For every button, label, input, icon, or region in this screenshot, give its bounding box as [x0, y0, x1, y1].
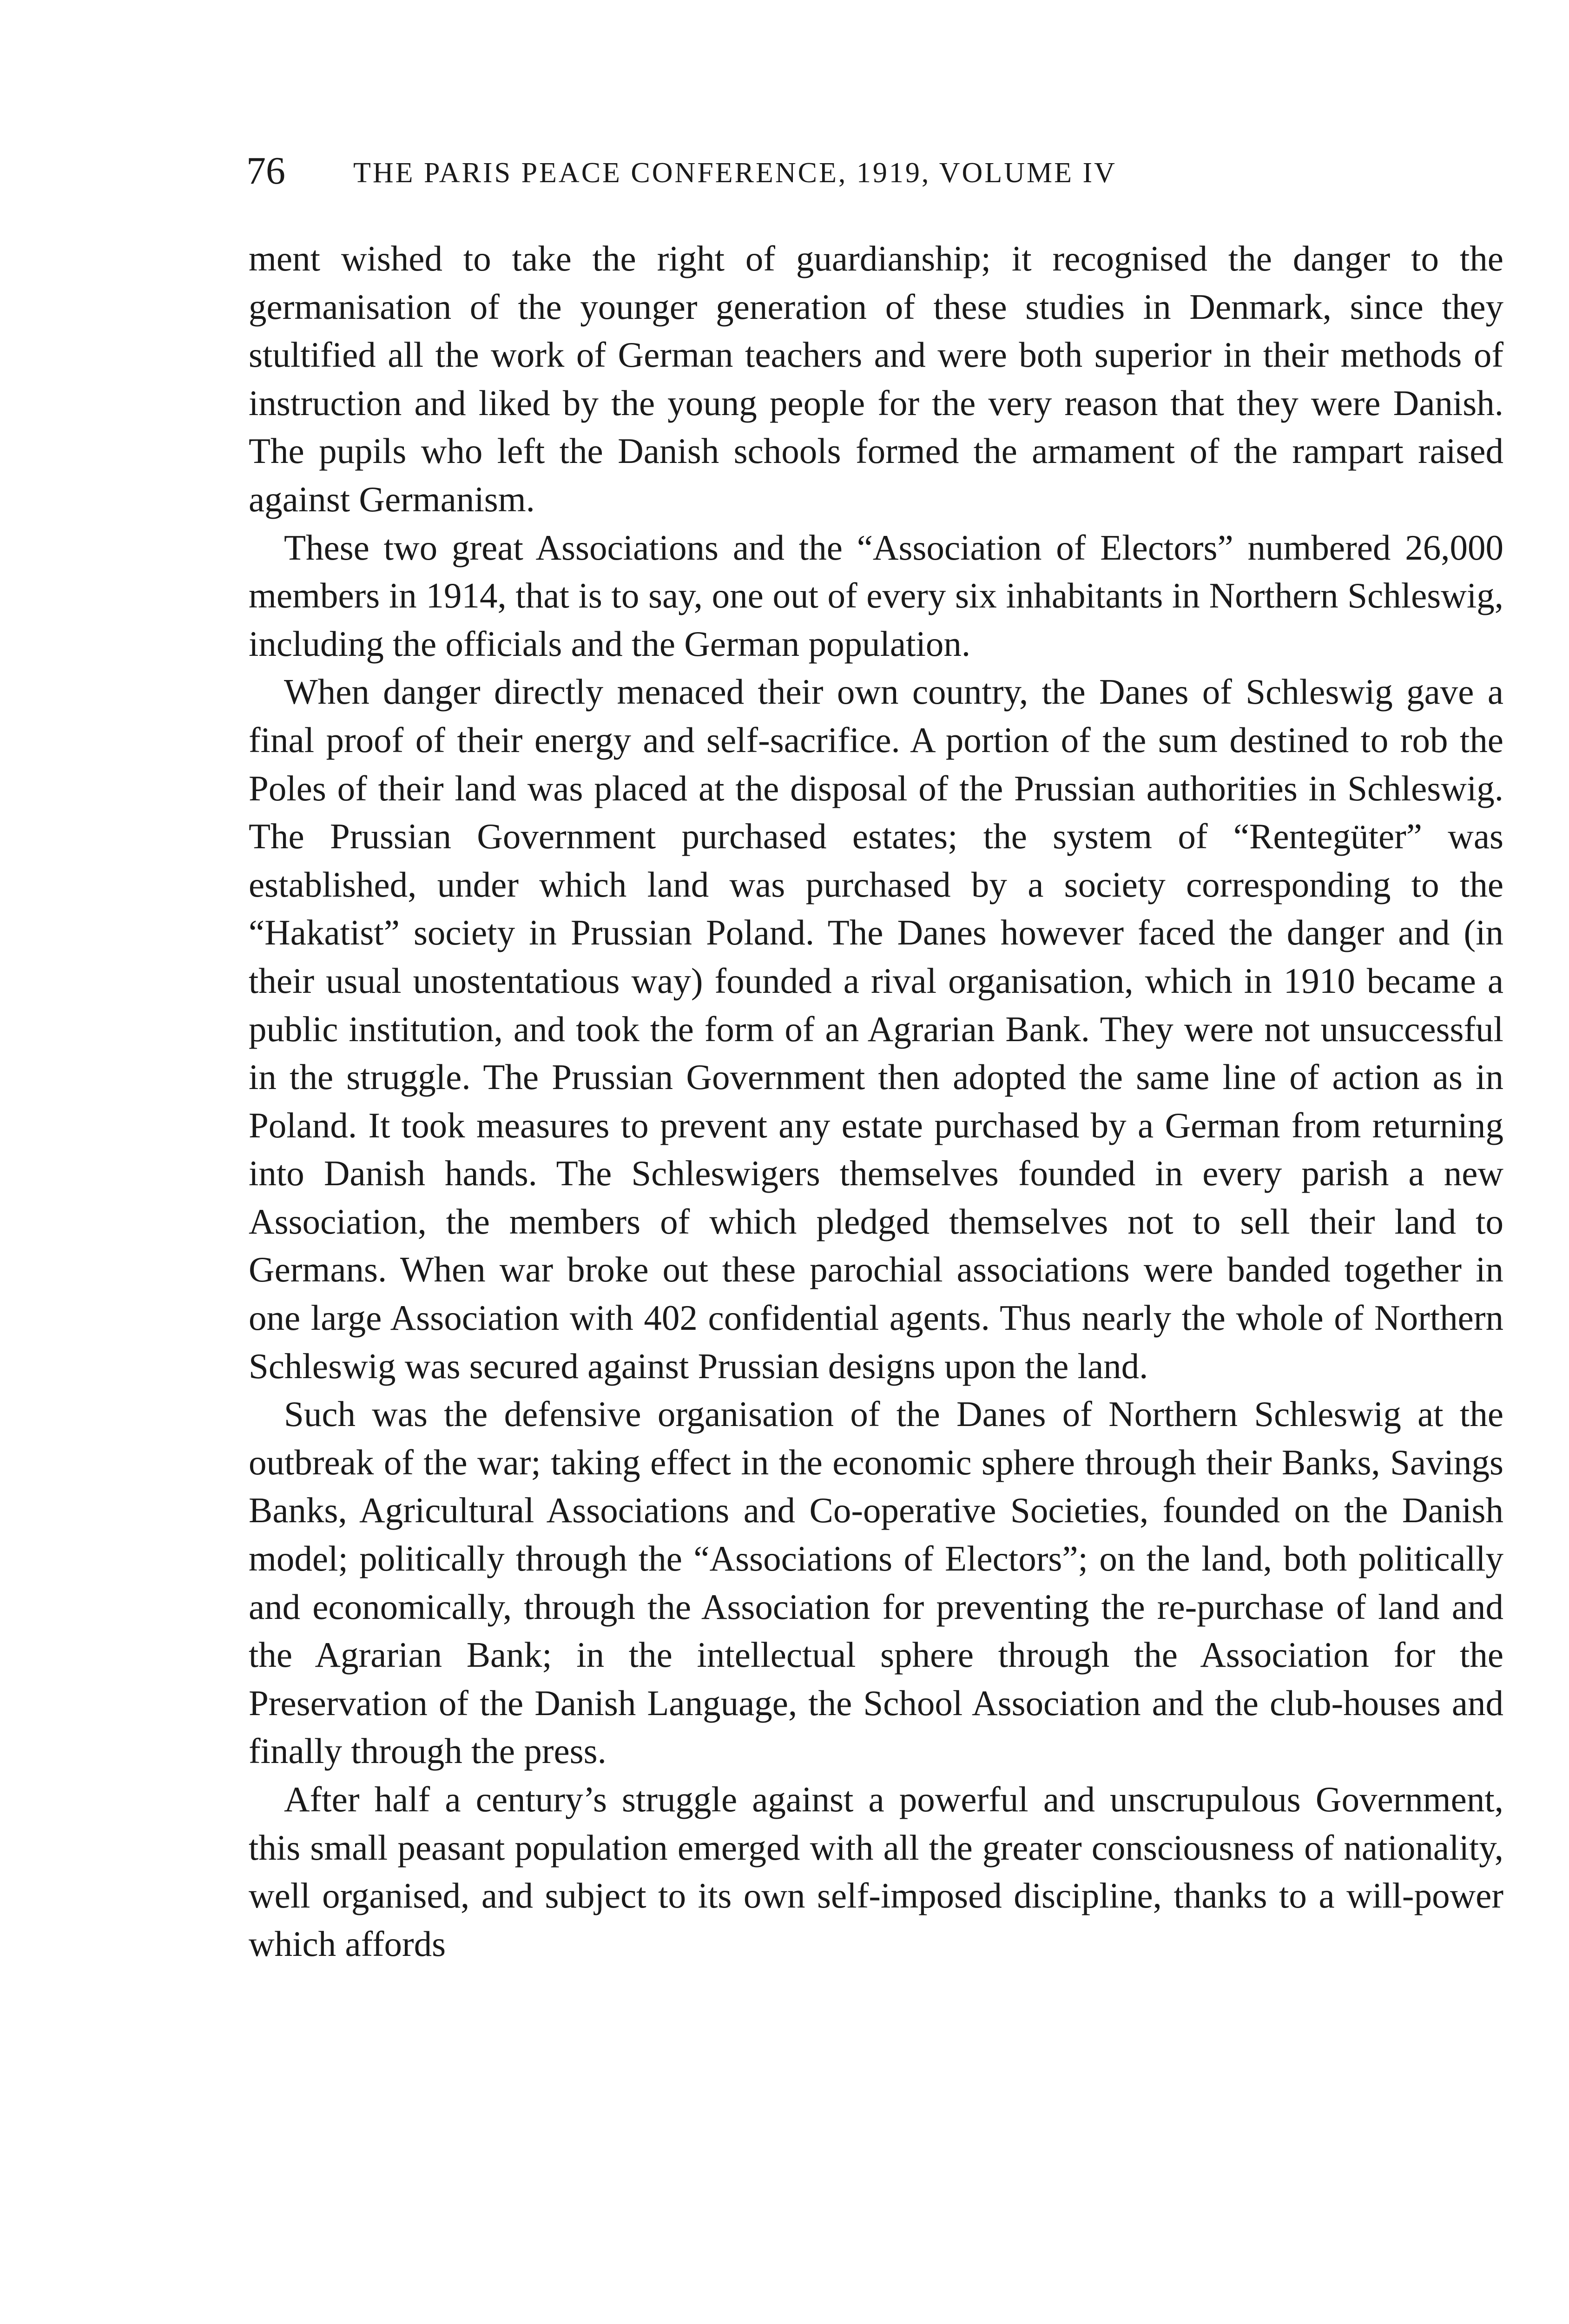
- page-header: [246, 148, 1501, 204]
- page-number: 76: [246, 149, 285, 192]
- running-head: THE PARIS PEACE CONFERENCE, 1919, VOLUME IV: [353, 157, 1117, 189]
- body-text: [249, 235, 1503, 1968]
- paragraph-continued: ment wished to take the right of guardianship; it recognised the danger to the germanisation of the younger generation of these studies in Denmark, since they stultified all the work of German teachers and were both superior in their methods of instruction and liked by the young people for the very reason that they were Danish. The pupils who left the Danish schools formed the armament of the rampart raised against Germanism.: [249, 238, 1503, 519]
- paragraph: After half a century’s struggle against a powerful and unscrupulous Government, this small peasant population emerged with all the greater consciousness of nationality, well organised, and subject to its own self-imposed discipline, thanks to a will-power which affords: [249, 1779, 1503, 1964]
- paragraph: These two great Associations and the “Association of Electors” numbered 26,000 members in 1914, that is to say, one out of every six inhabitants in Northern Schleswig, including the officials and the German population.: [249, 527, 1503, 664]
- paragraph: When danger directly menaced their own country, the Danes of Schleswig gave a final proof of their energy and self-sacrifice. A portion of the sum destined to rob the Poles of their land was placed at the disposal of the Prussian authorities in Schleswig. The Prussian Government purchased estates; the system of “Rentegüter” was established, under which land was purchased by a society corresponding to the “Hakatist” society in Prussian Poland. The Danes however faced the danger and (in their usual unostentatious way) founded a rival organisation, which in 1910 became a public institution, and took the form of an Agrarian Bank. They were not unsuccessful in the struggle. The Prussian Government then adopted the same line of action as in Poland. It took measures to prevent any estate purchased by a German from returning into Danish hands. The Schleswigers themselves founded in every parish a new Association, the members of which pledged themselves not to sell their land to Germans. When war broke out these parochial associations were banded together in one large Association with 402 confidential agents. Thus nearly the whole of Northern Schleswig was secured against Prussian designs upon the land.: [249, 672, 1503, 1386]
- paragraph: Such was the defensive organisation of the Danes of Northern Schleswig at the outbreak of the war; taking effect in the economic sphere through their Banks, Savings Banks, Agricultural Associations and Co-operative Societies, founded on the Danish model; politically through the “Associations of Electors”; on the land, both politically and economically, through the Association for preventing the re-purchase of land and the Agrarian Bank; in the intellectual sphere through the Association for the Preservation of the Danish Language, the School Association and the club-houses and finally through the press.: [249, 1394, 1503, 1771]
